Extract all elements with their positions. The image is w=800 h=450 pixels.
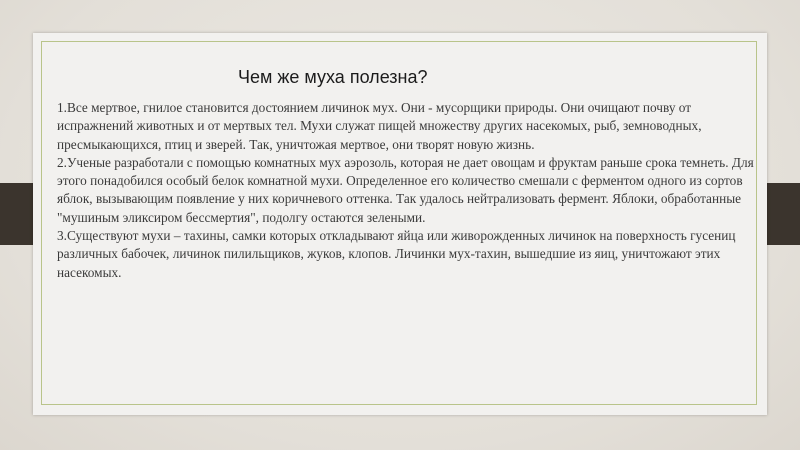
paragraph-3: 3.Существуют мухи – тахины, самки которых откладывают яйца или живорожденных личинок на поверхность гусениц различных бабочек, личинок пилильщиков, жуков, клопов. Личинки мух-тахин, вышедшие из яиц, уничтожают этих насекомых.: [57, 228, 736, 280]
left-decorative-bar: [0, 183, 33, 245]
paragraph-1: 1.Все мертвое, гнилое становится достоянием личинок мух. Они - мусорщики природы. Они очищают почву от испражнений животных и от мертвых тел. Мухи служат пищей множеству других насекомых, рыб, земноводных, пресмыкающихся, птиц и зверей. Так, уничтожая мертвое, они творят новую жизнь.: [57, 100, 702, 152]
slide: [33, 33, 767, 415]
slide-body: [57, 99, 757, 282]
paragraph-2: 2.Ученые разработали с помощью комнатных мух аэрозоль, которая не дает овощам и фруктам раньше срока темнеть. Для этого понадобился особый белок комнатной мухи. Определенное его количество смешали с ферментом одного из сортов яблок, вызывающим появление у них коричневого оттенка. Так удалось нейтрализовать фермент. Яблоки, обработанные "мушиным эликсиром бессмертия", подолгу остаются зелеными.: [57, 154, 754, 225]
slide-title: Чем же муха полезна?: [238, 67, 428, 87]
right-decorative-bar: [767, 183, 800, 245]
